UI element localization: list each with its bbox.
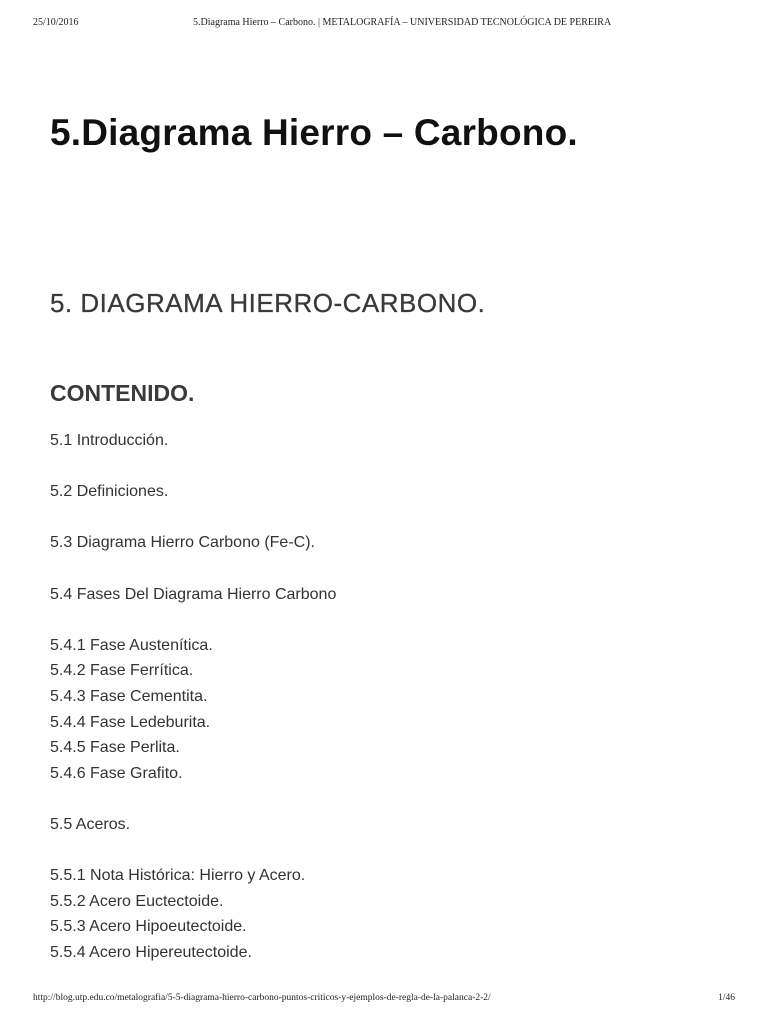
toc-item-5-5-4: 5.5.4 Acero Hipereutectoide. — [50, 943, 252, 961]
toc-item-5-4-4: 5.4.4 Fase Ledeburita. — [50, 713, 211, 731]
toc-item-5-4-2: 5.4.2 Fase Ferrítica. — [50, 662, 194, 680]
table-of-contents — [50, 428, 336, 965]
print-date: 25/10/2016 — [33, 17, 79, 28]
toc-item-5-4-3: 5.4.3 Fase Cementita. — [50, 687, 208, 705]
toc-item-5-4-6: 5.4.6 Fase Grafito. — [50, 764, 183, 782]
contents-heading: CONTENIDO. — [50, 380, 195, 406]
toc-item-5-4: 5.4 Fases Del Diagrama Hierro Carbono — [50, 585, 337, 603]
toc-item-5-5-1: 5.5.1 Nota Histórica: Hierro y Acero. — [50, 867, 306, 885]
toc-item-5-5-3: 5.5.3 Acero Hipoeutectoide. — [50, 918, 247, 936]
post-title: 5.Diagrama Hierro – Carbono. — [50, 112, 578, 153]
toc-item-5-5: 5.5 Aceros. — [50, 815, 131, 833]
toc-item-5-3: 5.3 Diagrama Hierro Carbono (Fe-C). — [50, 534, 315, 552]
print-url: http://blog.utp.edu.co/metalografia/5-5-diagrama-hierro-carbono-puntos-criticos-y-ejemplos-de-regla-de-la-palanca-2-2/ — [33, 993, 491, 1003]
toc-item-5-4-5: 5.4.5 Fase Perlita. — [50, 739, 180, 757]
toc-item-5-1: 5.1 Introducción. — [50, 432, 169, 449]
print-header — [33, 17, 735, 31]
print-page-number: 1/46 — [718, 993, 735, 1003]
toc-item-5-5-2: 5.5.2 Acero Euctectoide. — [50, 892, 224, 910]
section-heading: 5. DIAGRAMA HIERRO-CARBONO. — [50, 288, 486, 318]
toc-item-5-2: 5.2 Definiciones. — [50, 483, 169, 501]
print-page-title: 5.Diagrama Hierro – Carbono. | METALOGRAFÍA – UNIVERSIDAD TECNOLÓGICA DE PEREIRA — [193, 17, 612, 28]
toc-item-5-4-1: 5.4.1 Fase Austenítica. — [50, 636, 213, 654]
print-footer — [33, 993, 735, 1007]
